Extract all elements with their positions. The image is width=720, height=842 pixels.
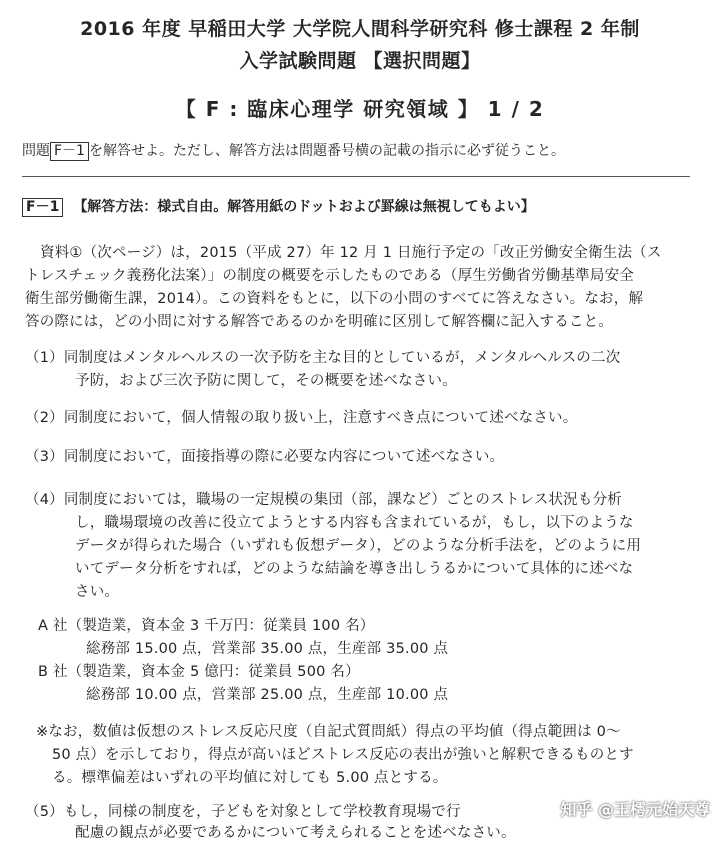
question-2: （2）同制度において，個人情報の取り扱い上，注意すべき点について述べなさい。: [25, 410, 578, 426]
zhihu-watermark: 知乎 @王樗元始天尊: [560, 800, 710, 819]
subject-heading: 【 F : 臨床心理学 研究領域 】 1 / 2: [175, 97, 545, 121]
instruction-question-label: F－1: [50, 142, 89, 161]
question-4-line: し，職場環境の改善に役立てようとする内容も含まれているが，もし，以下のような: [75, 515, 634, 531]
company-a-scores: 総務部 15.00 点，営業部 35.00 点，生産部 35.00 点: [86, 641, 449, 657]
question-1-line: （1）同制度はメンタルヘルスの一次予防を主な目的としているが，メンタルヘルスの二次: [25, 350, 621, 366]
question-4-line: いてデータ分析をすれば，どのような結論を導き出しうるかについて具体的に述べな: [75, 561, 634, 577]
intro-line: トレスチェック義務化法案）」の制度の概要を示したものである（厚生労働省労働基準局安全: [25, 268, 634, 284]
question-4-line: データが得られた場合（いずれも仮想データ），どのような分析手法を，どのように用: [75, 538, 642, 554]
exam-title: 2016 年度 早稲田大学 大学院人間科学研究科 修士課程 2 年制: [80, 18, 640, 40]
question-4-line: （4）同制度においては，職場の一定規模の集団（部，課など）ごとのストレス状況も分析: [25, 492, 622, 508]
section-header: [22, 196, 535, 217]
company-a-heading: A 社（製造業，資本金 3 千万円：従業員 100 名）: [38, 618, 375, 634]
instruction-prefix: 問題: [22, 143, 50, 159]
intro-line: 答の際には，どの小問に対する解答であるのかを明確に区別して解答欄に記入すること。: [25, 314, 613, 330]
company-b-scores: 総務部 10.00 点，営業部 25.00 点，生産部 10.00 点: [86, 687, 449, 703]
company-b-heading: B 社（製造業，資本金 5 億円：従業員 500 名）: [38, 664, 360, 680]
note-line: ※なお，数値は仮想のストレス反応尺度（自記式質問紙）得点の平均値（得点範囲は 0～: [36, 724, 621, 740]
intro-line: 資料①（次ページ）は，2015（平成 27）年 12 月 1 日施行予定の「改正労働安全衛生法（ス: [40, 245, 662, 261]
question-4-line: さい。: [75, 584, 120, 600]
question-3: （3）同制度において，面接指導の際に必要な内容について述べなさい。: [25, 449, 505, 465]
answer-method: 【解答方法：様式自由。解答用紙のドットおよび罫線は無視してもよい】: [73, 199, 535, 215]
question-5-line: 配慮の観点が必要であるかについて考えられることを述べなさい。: [75, 825, 516, 841]
instruction-line: [22, 140, 565, 161]
instruction-text: を解答せよ。ただし、解答方法は問題番号横の記載の指示に必ず従うこと。: [88, 143, 565, 159]
section-label: F－1: [22, 198, 63, 217]
question-5-line: （5）もし，同様の制度を，子どもを対象として学校教育現場で行: [25, 804, 461, 820]
intro-line: 衛生部労働衛生課，2014）。この資料をもとに，以下の小問のすべてに答えなさい。なお，解: [25, 291, 644, 307]
note-line: る。標準偏差はいずれの平均値に対しても 5.00 点とする。: [52, 770, 448, 786]
divider: [22, 176, 690, 177]
note-line: 50 点）を示しており，得点が高いほどストレス反応の表出が強いと解釈できるものとす: [52, 747, 634, 763]
question-1-line: 予防，および三次予防に関して，その概要を述べなさい。: [75, 373, 457, 389]
exam-subtitle: 入学試験問題 【選択問題】: [239, 50, 481, 72]
